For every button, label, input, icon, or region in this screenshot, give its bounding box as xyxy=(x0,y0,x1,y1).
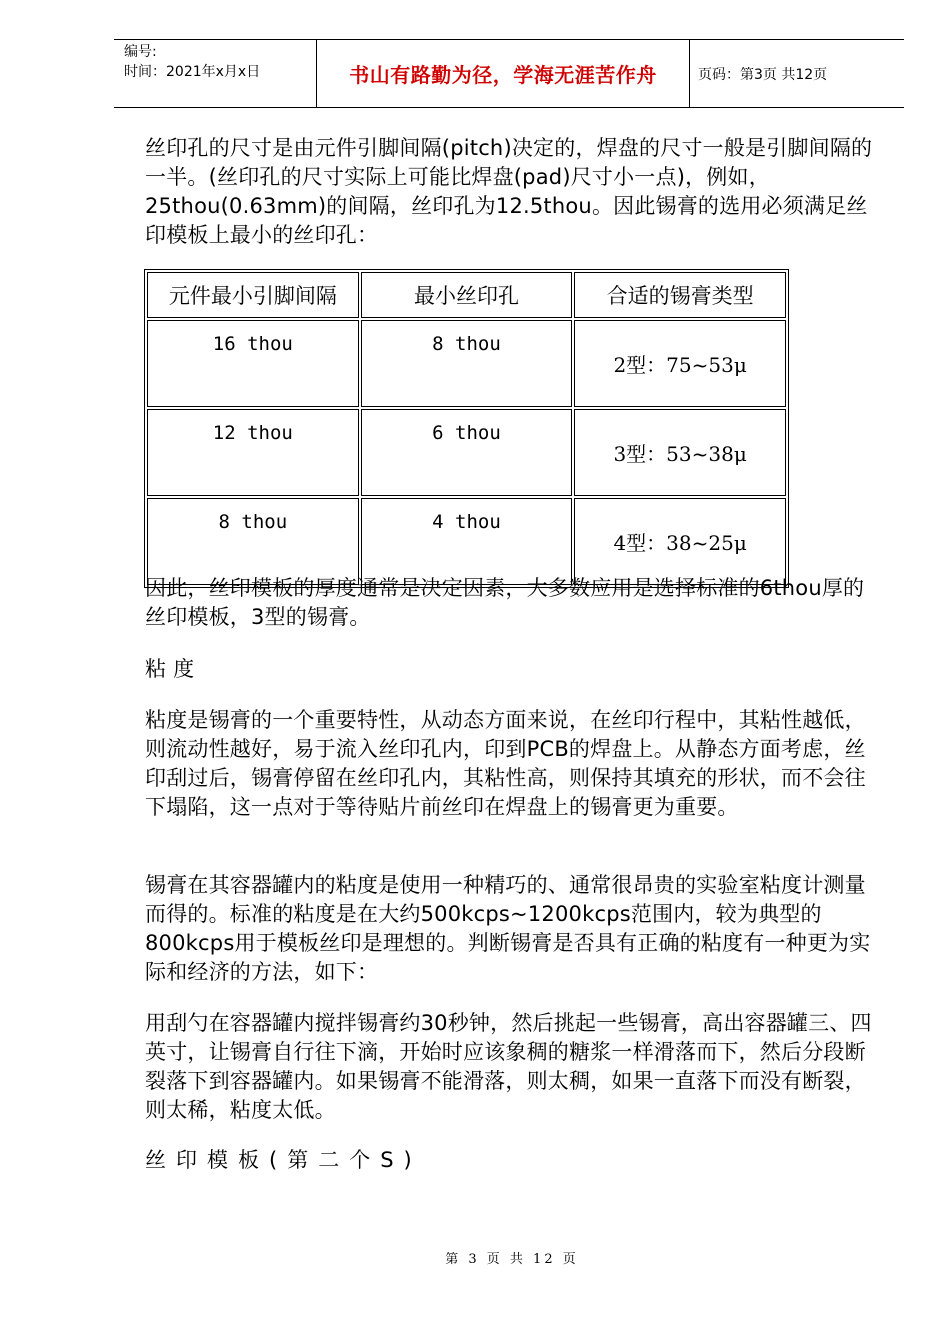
paragraph-viscometer: 锡膏在其容器罐内的粘度是使用一种精巧的、通常很昂贵的实验室粘度计测量而得的。标准的粘度是在大约500kcps~1200kcps范围内，较为典型的800kcps用于模板丝印是理想的。判断锡膏是否具有正确的粘度有一种更为实际和经济的方法，如下： xyxy=(145,873,871,984)
paragraph-spatula-test: 用刮勺在容器罐内搅拌锡膏约30秒钟，然后挑起一些锡膏，高出容器罐三、四英寸，让锡膏自行往下滴，开始时应该象稠的糖浆一样滑落而下，然后分段断裂落下到容器罐内。如果锡膏不能滑落，则太稠，如果一直落下而没有断裂，则太稀，粘度太低。 xyxy=(145,1011,872,1122)
table-header-cell: 元件最小引脚间隔 xyxy=(147,272,359,318)
paragraph-pitch: 丝印孔的尺寸是由元件引脚间隔(pitch)决定的，焊盘的尺寸一般是引脚间隔的一半。(丝印孔的尺寸实际上可能比焊盘(pad)尺寸小一点)，例如，25thou(0.63mm)的间隔，丝印孔为12.5thou。因此锡膏的选用必须满足丝印模板上最小的丝印孔： xyxy=(145,136,873,247)
table-cell: 3型：53~38μ xyxy=(574,409,786,496)
table-row xyxy=(147,409,786,496)
table-header-cell: 合适的锡膏类型 xyxy=(574,272,786,318)
table-cell: 4型：38~25μ xyxy=(574,498,786,585)
table-cell: 4 thou xyxy=(361,498,573,585)
header-meta xyxy=(114,40,316,107)
paragraph-stencil-thickness: 因此，丝印模板的厚度通常是决定因素，大多数应用是选择标准的6thou厚的丝印模板，3型的锡膏。 xyxy=(145,576,865,629)
table-row xyxy=(147,320,786,407)
table-row xyxy=(147,498,786,585)
header-page-info: 页码：第3页 共12页 xyxy=(698,66,828,83)
page-footer: 第 3 页 共 12 页 xyxy=(445,1252,579,1267)
number-label: 编号: xyxy=(124,44,157,60)
table-header-cell: 最小丝印孔 xyxy=(361,272,573,318)
table-cell: 8 thou xyxy=(147,498,359,585)
heading-viscosity: 粘 度 xyxy=(145,657,195,681)
table-cell: 12 thou xyxy=(147,409,359,496)
table-cell: 16 thou xyxy=(147,320,359,407)
page-header xyxy=(114,39,904,108)
table-cell: 8 thou xyxy=(361,320,573,407)
heading-stencil: 丝印模板(第二个S) xyxy=(145,1148,422,1172)
paragraph-viscosity: 粘度是锡膏的一个重要特性，从动态方面来说，在丝印行程中，其粘性越低，则流动性越好，易于流入丝印孔内，印到PCB的焊盘上。从静态方面考虑，丝印刮过后，锡膏停留在丝印孔内，其粘性高，则保持其填充的形状，而不会往下塌陷，这一点对于等待贴片前丝印在焊盘上的锡膏更为重要。 xyxy=(145,708,866,819)
stencil-table xyxy=(144,269,789,555)
time-label: 时间：2021年x月x日 xyxy=(124,64,261,80)
table-header-row xyxy=(147,272,786,318)
table-cell: 2型：75~53μ xyxy=(574,320,786,407)
header-motto: 书山有路勤为径，学海无涯苦作舟 xyxy=(316,40,690,107)
table-cell: 6 thou xyxy=(361,409,573,496)
